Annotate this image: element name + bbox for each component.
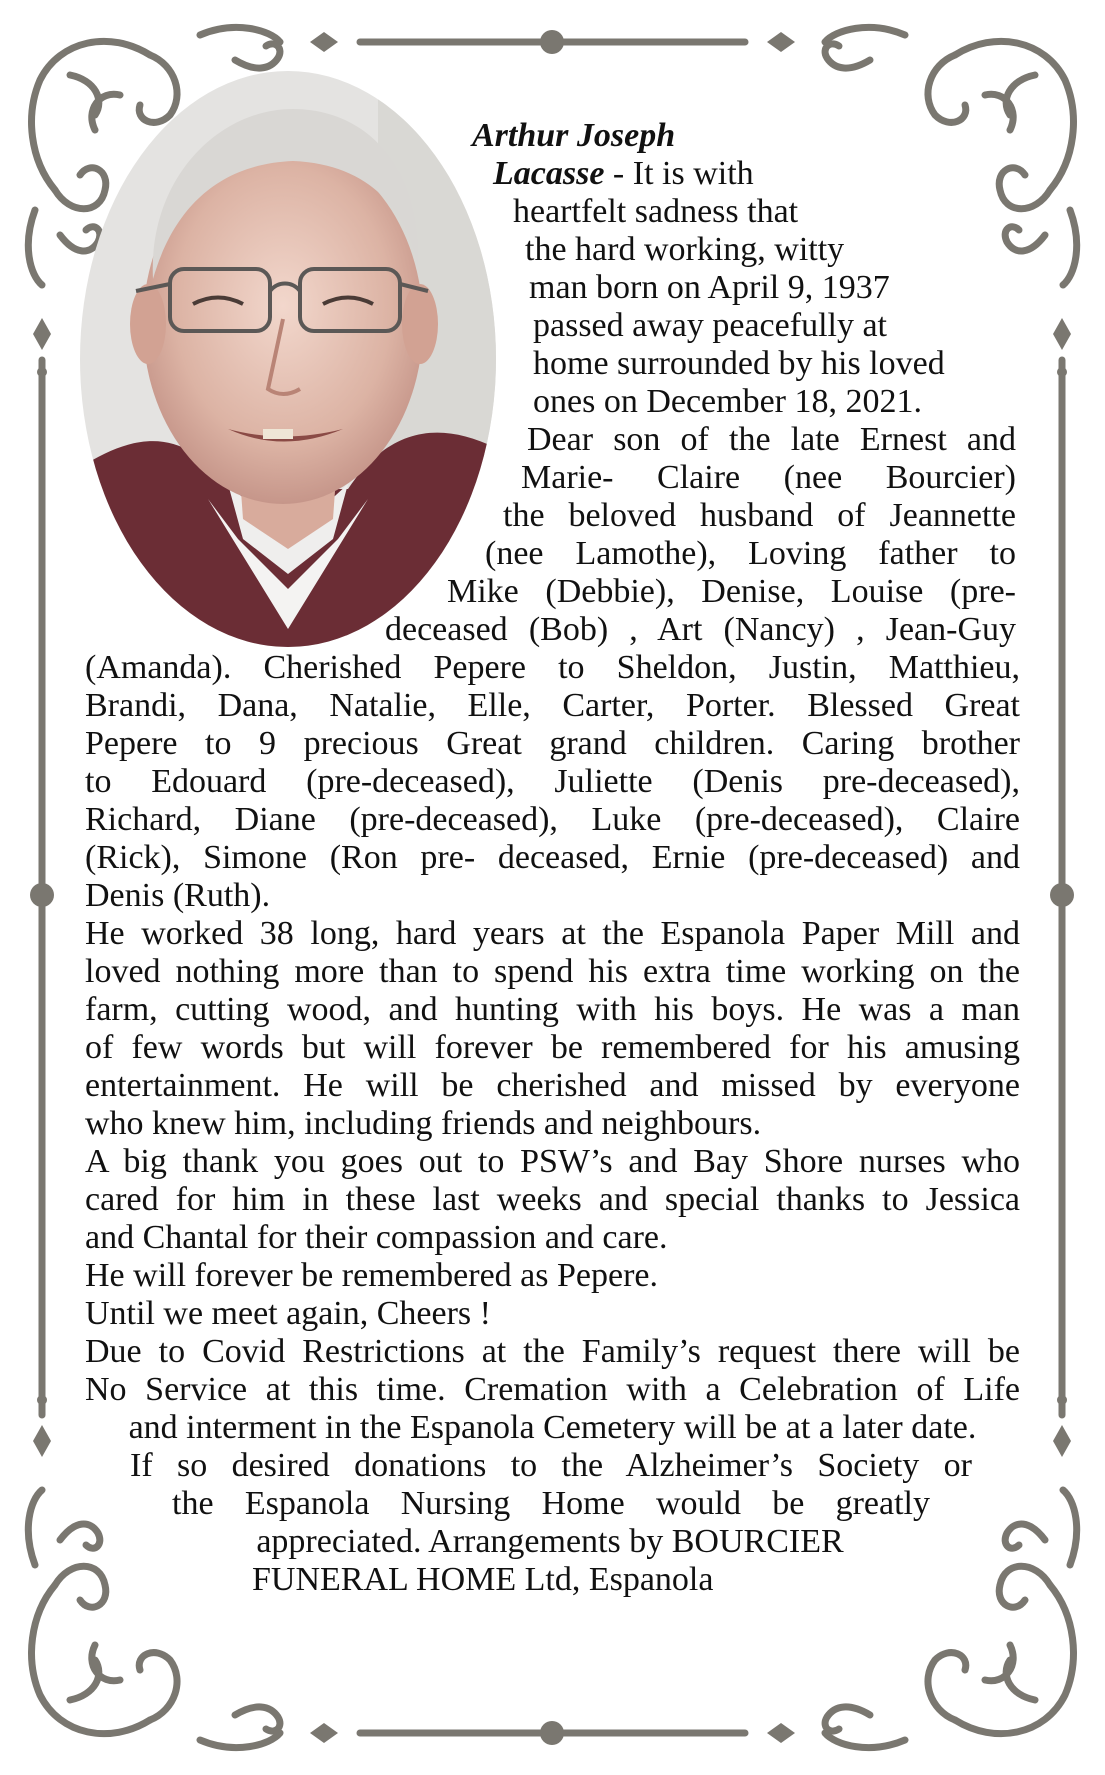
deceased-last-name: Lacasse (493, 155, 605, 192)
obituary-line: passed away peacefully at (533, 307, 887, 344)
obituary-line: and Chantal for their compassion and care. (85, 1219, 668, 1256)
obituary-line: the beloved husband of Jeannette (503, 497, 1016, 534)
obituary-line: ones on December 18, 2021. (533, 383, 923, 420)
obituary-line: Richard, Diane (pre-deceased), Luke (pre-deceased), Claire (85, 801, 1020, 838)
obituary-line: Until we meet again, Cheers ! (85, 1295, 491, 1332)
obituary-line: He worked 38 long, hard years at the Espanola Paper Mill and (85, 915, 1020, 952)
obituary-line: (nee Lamothe), Loving father to (485, 535, 1016, 572)
obituary-line: Brandi, Dana, Natalie, Elle, Carter, Porter. Blessed Great (85, 687, 1020, 724)
obituary-line: and interment in the Espanola Cemetery will be at a later date. (128, 1409, 977, 1446)
obituary-line: appreciated. Arrangements by BOURCIER (256, 1523, 844, 1560)
obituary-line: (Amanda). Cherished Pepere to Sheldon, Justin, Matthieu, (85, 649, 1020, 686)
obituary-line: He will forever be remembered as Pepere. (85, 1257, 659, 1294)
obituary-line: A big thank you goes out to PSW’s and Bay Shore nurses who (85, 1143, 1020, 1180)
name-line-1 (472, 117, 902, 155)
obituary-line: of few words but will forever be remembered for his amusing (85, 1029, 1020, 1066)
obituary-line: If so desired donations to the Alzheimer’s Society or (130, 1447, 972, 1484)
obituary-line: deceased (Bob) , Art (Nancy) , Jean-Guy (385, 611, 1016, 648)
name-line-2 (493, 155, 793, 193)
obituary-line: man born on April 9, 1937 (529, 269, 890, 306)
obituary-line: heartfelt sadness that (513, 193, 799, 230)
obituary-line: - It is with (604, 155, 754, 192)
obituary-line: Dear son of the late Ernest and (527, 421, 1016, 458)
obituary-line: the Espanola Nursing Home would be greatly (172, 1485, 930, 1522)
obituary-line: entertainment. He will be cherished and missed by everyone (85, 1067, 1020, 1104)
obituary-line: to Edouard (pre-deceased), Juliette (Denis pre-deceased), (85, 763, 1020, 800)
obituary-line: Marie- Claire (nee Bourcier) (521, 459, 1016, 496)
obituary-line: Denis (Ruth). (85, 877, 271, 914)
obituary-line: the hard working, witty (525, 231, 845, 268)
obituary-line: loved nothing more than to spend his extra time working on the (85, 953, 1020, 990)
obituary-line: who knew him, including friends and neighbours. (85, 1105, 762, 1142)
obituary-line: Pepere to 9 precious Great grand children. Caring brother (85, 725, 1020, 762)
obituary-line: FUNERAL HOME Ltd, Espanola (252, 1561, 714, 1598)
obituary-line: Mike (Debbie), Denise, Louise (pre- (447, 573, 1016, 610)
obituary-line: (Rick), Simone (Ron pre- deceased, Ernie (pre-deceased) and (85, 839, 1020, 876)
obituary-line: home surrounded by his loved (533, 345, 945, 382)
obituary-line: cared for him in these last weeks and special thanks to Jessica (85, 1181, 1020, 1218)
deceased-first-name: Arthur Joseph (472, 117, 676, 154)
obituary-line: No Service at this time. Cremation with a Celebration of Life (85, 1371, 1020, 1408)
obituary-line: Due to Covid Restrictions at the Family’s request there will be (85, 1333, 1020, 1370)
portrait-photo (78, 69, 498, 649)
obituary-line: farm, cutting wood, and hunting with his boys. He was a man (85, 991, 1020, 1028)
